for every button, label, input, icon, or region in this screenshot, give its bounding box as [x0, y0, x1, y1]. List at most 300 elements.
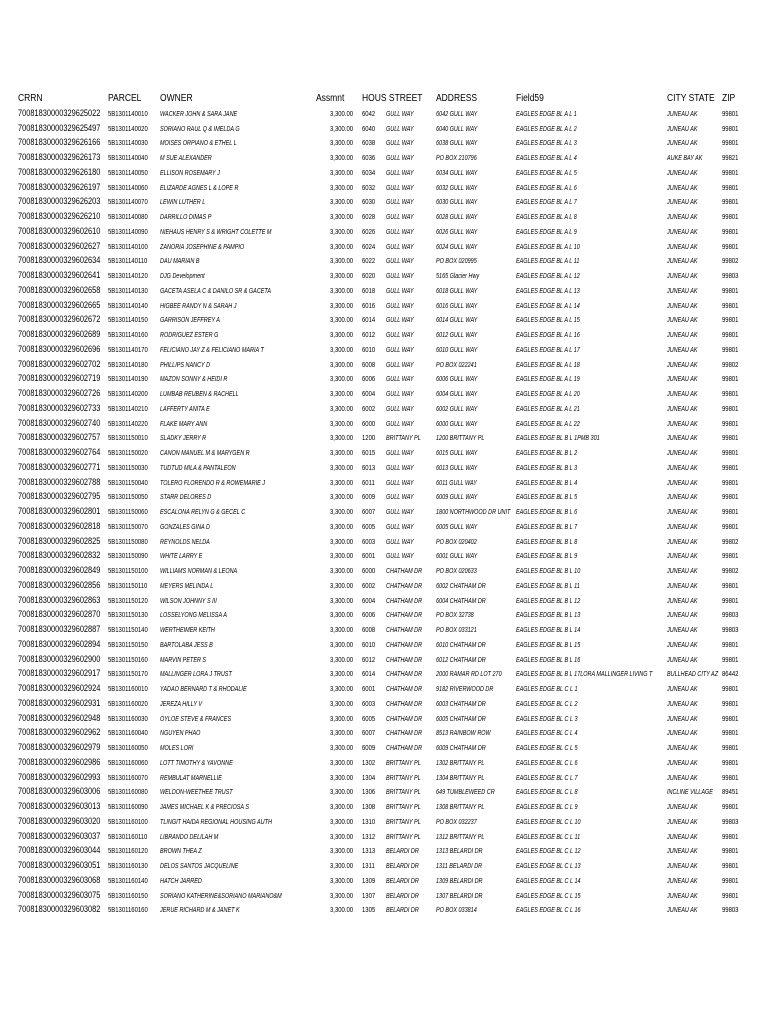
cell-zip: 99801: [722, 477, 739, 487]
cell-street: GULL WAY: [386, 344, 414, 354]
cell-street: GULL WAY: [386, 551, 414, 561]
cell-zip: 99801: [722, 743, 739, 752]
cell-field59: EAGLES EDGE BL C L 2: [516, 698, 578, 708]
table-row: [0, 653, 770, 668]
cell-address: 6001 GULL WAY: [436, 551, 478, 561]
table-row: [0, 299, 770, 314]
cell-owner: M SUE ALEXANDER: [160, 153, 212, 162]
cell-field59: EAGLES EDGE BL A L 9: [516, 226, 577, 236]
cell-owner: MAZON SONNY & HEIDI R: [160, 374, 228, 384]
cell-assmt: 3,300.00: [330, 890, 354, 900]
cell-city-state: JUNEAU AK: [667, 182, 698, 192]
cell-assmt: 3,300.00: [330, 389, 354, 398]
cell-zip: 99801: [722, 138, 739, 148]
cell-address: 1313 BELARDI DR: [436, 846, 483, 856]
cell-city-state: JUNEAU AK: [667, 389, 698, 398]
cell-owner: HIGBEE RANDY N & SARAH J: [160, 300, 237, 310]
cell-assmt: 3,300.00: [330, 831, 354, 841]
cell-crrn: 70081830000329626180: [18, 166, 101, 178]
cell-city-state: JUNEAU AK: [667, 698, 698, 708]
cell-crrn: 70081830000329602924: [18, 683, 101, 694]
cell-zip: 99801: [722, 890, 739, 900]
cell-street: GULL WAY: [386, 418, 414, 428]
cell-crrn: 70081830000329602986: [18, 756, 101, 768]
cell-crrn: 70081830000329602948: [18, 712, 101, 724]
cell-parcel: 5B1301160110: [108, 831, 148, 841]
cell-owner: WELDON-WEETHEE TRUST: [160, 787, 233, 797]
cell-city-state: JUNEAU AK: [667, 315, 698, 325]
cell-address: 1311 BELARDI DR: [436, 861, 483, 870]
cell-street: BRITTANY PL: [386, 772, 421, 782]
cell-zip: 99801: [722, 123, 739, 133]
cell-city-state: JUNEAU AK: [667, 654, 698, 664]
cell-zip: 99801: [722, 507, 739, 516]
cell-field59: EAGLES EDGE BL C L 15: [516, 890, 581, 900]
cell-assmt: 3,300.00: [330, 212, 354, 221]
cell-address: 6011 GULL WAY: [436, 477, 477, 487]
cell-assmt: 3,300.00: [330, 226, 354, 236]
cell-owner: MEYERS MELINDA L: [160, 580, 214, 590]
cell-address: 1302 BRITTANY PL: [436, 757, 485, 767]
cell-parcel: 5B1301150090: [108, 551, 148, 561]
cell-zip: 99801: [722, 300, 739, 310]
cell-zip: 99801: [722, 374, 739, 384]
cell-address: 9182 RIVERWOOD DR: [436, 684, 494, 693]
cell-zip: 99801: [722, 728, 739, 738]
cell-street: CHATHAM DR: [386, 728, 423, 738]
cell-zip: 99801: [722, 315, 739, 325]
cell-street: CHATHAM DR: [386, 639, 423, 649]
cell-hous: 6001: [362, 684, 376, 693]
cell-address: 6005 GULL WAY: [436, 521, 478, 531]
cell-crrn: 70081830000329602634: [18, 255, 101, 267]
cell-city-state: JUNEAU AK: [667, 802, 698, 811]
cell-city-state: JUNEAU AK: [667, 713, 698, 723]
cell-address: 5165 Glacier Hwy: [436, 271, 480, 280]
cell-field59: EAGLES EDGE BL C L 12: [516, 846, 581, 856]
cell-assmt: 3,300.00: [330, 241, 354, 251]
cell-address: 6028 GULL WAY: [436, 212, 478, 221]
cell-address: 6042 GULL WAY: [436, 108, 478, 118]
cell-city-state: JUNEAU AK: [667, 374, 698, 384]
cell-parcel: 5B1301150170: [108, 669, 148, 679]
cell-crrn: 70081830000329602863: [18, 594, 101, 606]
cell-field59: EAGLES EDGE BL A L 20: [516, 389, 580, 398]
cell-address: 6004 CHATHAM DR: [436, 595, 486, 605]
cell-parcel: 5B1301140020: [108, 123, 148, 133]
cell-field59: EAGLES EDGE BL A L 5: [516, 167, 577, 177]
cell-address: PO BOX 210796: [436, 153, 477, 162]
cell-crrn: 70081830000329602740: [18, 417, 101, 429]
cell-owner: JAMES MICHAEL K & PRECIOSA S: [160, 802, 250, 811]
header-assmt: Assmnt: [316, 93, 345, 104]
header-owner: OWNER: [160, 93, 193, 104]
cell-owner: MOISES ORPIANO & ETHEL L: [160, 138, 237, 148]
table-row: [0, 667, 770, 682]
cell-assmt: 3,300.00: [330, 846, 354, 856]
cell-parcel: 5B1301150070: [108, 521, 148, 531]
table-row: [0, 697, 770, 712]
cell-field59: EAGLES EDGE BL B L 6: [516, 507, 578, 516]
table-row: [0, 328, 770, 343]
cell-city-state: INCLINE VILLAGE: [667, 787, 713, 797]
cell-street: CHATHAM DR: [386, 654, 423, 664]
cell-parcel: 5B1301160090: [108, 802, 148, 811]
cell-assmt: 3,300.00: [330, 861, 354, 870]
cell-zip: 99801: [722, 418, 739, 428]
cell-street: GULL WAY: [386, 256, 414, 266]
cell-street: GULL WAY: [386, 271, 414, 280]
cell-field59: EAGLES EDGE BL A L 22: [516, 418, 580, 428]
cell-hous: 6020: [362, 271, 376, 280]
cell-field59: EAGLES EDGE BL A L 11: [516, 256, 580, 266]
cell-assmt: 3,300.00: [330, 654, 354, 664]
cell-field59: EAGLES EDGE BL A L 7: [516, 197, 577, 207]
cell-street: GULL WAY: [386, 536, 414, 546]
cell-zip: 99801: [722, 757, 739, 767]
cell-city-state: JUNEAU AK: [667, 890, 698, 900]
cell-assmt: 3,300.00: [330, 153, 354, 162]
cell-street: BRITTANY PL: [386, 802, 421, 811]
cell-address: 649 TUMBLEWEED CR: [436, 787, 495, 797]
cell-parcel: 5B1301150050: [108, 492, 148, 502]
cell-hous: 6005: [362, 521, 376, 531]
cell-crrn: 70081830000329602641: [18, 270, 101, 281]
cell-address: 6032 GULL WAY: [436, 182, 478, 192]
cell-assmt: 3,300.00: [330, 108, 354, 118]
cell-zip: 99801: [722, 713, 739, 723]
cell-address: PO BOX 033121: [436, 625, 477, 634]
cell-owner: HATCH JARRED: [160, 875, 202, 885]
cell-assmt: 3,300.00: [330, 477, 354, 487]
cell-address: 6015 GULL WAY: [436, 448, 478, 457]
cell-address: 6030 GULL WAY: [436, 197, 478, 207]
cell-owner: LIBRANDO DELILAH M: [160, 831, 219, 841]
cell-city-state: JUNEAU AK: [667, 477, 698, 487]
cell-city-state: JUNEAU AK: [667, 846, 698, 856]
cell-zip: 99801: [722, 182, 739, 192]
cell-assmt: 3,300.00: [330, 448, 354, 457]
cell-owner: WERTHEIMER KEITH: [160, 625, 215, 634]
cell-city-state: JUNEAU AK: [667, 241, 698, 251]
cell-hous: 1309: [362, 875, 376, 885]
cell-field59: EAGLES EDGE BL A L 21: [516, 403, 580, 413]
cell-crrn: 70081830000329603075: [18, 889, 101, 901]
cell-street: CHATHAM DR: [386, 566, 423, 575]
cell-owner: FELICIANO JAY Z & FELICIANO MARIA T: [160, 344, 264, 354]
cell-city-state: JUNEAU AK: [667, 212, 698, 221]
cell-address: PO BOX 032237: [436, 816, 477, 826]
cell-zip: 99801: [722, 212, 739, 221]
cell-parcel: 5B1301140030: [108, 138, 148, 148]
cell-street: GULL WAY: [386, 448, 414, 457]
cell-assmt: 3,300.00: [330, 256, 354, 266]
cell-crrn: 70081830000329603068: [18, 874, 101, 886]
cell-owner: DAU MARIAN B: [160, 256, 200, 266]
cell-address: 8513 RAINBOW ROW: [436, 728, 491, 738]
cell-parcel: 5B1301160010: [108, 684, 148, 693]
cell-assmt: 3,300.00: [330, 285, 354, 295]
cell-city-state: JUNEAU AK: [667, 197, 698, 207]
cell-field59: EAGLES EDGE BL B L 5: [516, 492, 578, 502]
cell-address: 6000 GULL WAY: [436, 418, 478, 428]
cell-zip: 99801: [722, 802, 739, 811]
cell-crrn: 70081830000329602801: [18, 506, 101, 517]
cell-hous: 6009: [362, 492, 376, 502]
cell-owner: OYLOE STEVE & FRANCES: [160, 713, 232, 723]
cell-hous: 6012: [362, 330, 376, 339]
cell-hous: 6004: [362, 595, 376, 605]
cell-owner: LAFFERTY ANITA E: [160, 403, 210, 413]
cell-hous: 6014: [362, 315, 376, 325]
cell-zip: 99801: [722, 861, 739, 870]
cell-owner: FLAKE MARY ANN: [160, 418, 208, 428]
table-row: [0, 682, 770, 697]
cell-owner: DJG Development: [160, 271, 205, 280]
cell-crrn: 70081830000329602849: [18, 565, 101, 576]
table-row: [0, 151, 770, 166]
cell-city-state: JUNEAU AK: [667, 551, 698, 561]
cell-parcel: 5B1301140120: [108, 271, 148, 280]
cell-crrn: 70081830000329602856: [18, 579, 101, 591]
table-row: [0, 284, 770, 299]
table-row: [0, 830, 770, 845]
cell-zip: 99802: [722, 359, 739, 369]
cell-zip: 99801: [722, 226, 739, 236]
cell-field59: EAGLES EDGE BL B L 17LORA MALLINGER LIVING T: [516, 669, 653, 679]
cell-parcel: 5B1301140040: [108, 153, 148, 162]
cell-zip: 99803: [722, 610, 739, 620]
cell-street: GULL WAY: [386, 389, 414, 398]
cell-city-state: JUNEAU AK: [667, 566, 698, 575]
header-parcel: PARCEL: [108, 93, 142, 104]
cell-field59: EAGLES EDGE BL C L 10: [516, 816, 581, 826]
table-row: [0, 549, 770, 564]
cell-zip: 99801: [722, 108, 739, 118]
cell-city-state: JUNEAU AK: [667, 861, 698, 870]
cell-crrn: 70081830000329602672: [18, 314, 101, 326]
cell-zip: 99801: [722, 831, 739, 841]
cell-address: 6040 GULL WAY: [436, 123, 478, 133]
cell-parcel: 5B1301150100: [108, 566, 148, 575]
cell-city-state: JUNEAU AK: [667, 448, 698, 457]
cell-owner: ZANORIA JOSEPHINE & PAMPIO: [160, 241, 245, 251]
table-row: [0, 195, 770, 210]
cell-street: GULL WAY: [386, 108, 414, 118]
cell-city-state: JUNEAU AK: [667, 403, 698, 413]
table-row: [0, 136, 770, 151]
cell-address: PO BOX 022241: [436, 359, 477, 369]
cell-crrn: 70081830000329603044: [18, 845, 101, 857]
cell-address: 6010 CHATHAM DR: [436, 639, 486, 649]
cell-crrn: 70081830000329602900: [18, 653, 101, 665]
cell-owner: LEWIN LUTHER L: [160, 197, 206, 207]
cell-hous: 6038: [362, 138, 376, 148]
cell-hous: 6006: [362, 374, 376, 384]
cell-parcel: 5B1301160030: [108, 713, 148, 723]
cell-street: GULL WAY: [386, 197, 414, 207]
cell-hous: 1305: [362, 905, 376, 915]
table-row: [0, 844, 770, 859]
header-zip: ZIP: [722, 93, 736, 104]
cell-zip: 99801: [722, 551, 739, 561]
cell-owner: NGUYEN PHAO: [160, 728, 201, 738]
cell-city-state: JUNEAU AK: [667, 595, 698, 605]
cell-owner: JERUE RICHARD M & JANET K: [160, 905, 240, 915]
cell-hous: 1306: [362, 787, 376, 797]
cell-zip: 99801: [722, 684, 739, 693]
cell-assmt: 3,300.00: [330, 182, 354, 192]
cell-zip: 99801: [722, 403, 739, 413]
cell-assmt: 3,300.00: [330, 300, 354, 310]
cell-crrn: 70081830000329602870: [18, 609, 101, 621]
table-row: [0, 358, 770, 373]
cell-zip: 99801: [722, 462, 739, 472]
cell-street: CHATHAM DR: [386, 625, 423, 634]
cell-city-state: JUNEAU AK: [667, 167, 698, 177]
cell-crrn: 70081830000329602795: [18, 491, 101, 503]
cell-field59: EAGLES EDGE BL B L 16: [516, 654, 581, 664]
cell-field59: EAGLES EDGE BL A L 13: [516, 285, 580, 295]
table-row: [0, 122, 770, 137]
cell-parcel: 5B1301160050: [108, 743, 148, 752]
cell-street: GULL WAY: [386, 138, 414, 148]
cell-assmt: 3,300.00: [330, 403, 354, 413]
cell-assmt: 3,300.00: [330, 639, 354, 649]
cell-parcel: 5B1301140170: [108, 344, 148, 354]
cell-crrn: 70081830000329626210: [18, 211, 101, 222]
cell-street: GULL WAY: [386, 374, 414, 384]
cell-field59: EAGLES EDGE BL A L 6: [516, 182, 577, 192]
cell-assmt: 3,300.00: [330, 713, 354, 723]
cell-crrn: 70081830000329603051: [18, 860, 101, 871]
cell-zip: 99801: [722, 344, 739, 354]
cell-field59: EAGLES EDGE BL B L 3: [516, 462, 578, 472]
cell-owner: STARR DELORES D: [160, 492, 212, 502]
cell-owner: ELLISON ROSEMARY J: [160, 167, 220, 177]
table-row: [0, 535, 770, 550]
table-body: [0, 107, 770, 918]
cell-hous: 6003: [362, 536, 376, 546]
cell-street: BELARDI DR: [386, 905, 419, 915]
cell-owner: MALLINGER LORA J TRUST: [160, 669, 232, 679]
cell-hous: 6028: [362, 212, 376, 221]
cell-parcel: 5B1301150020: [108, 448, 148, 457]
cell-address: PO BOX 033814: [436, 905, 477, 915]
cell-field59: EAGLES EDGE BL A L 2: [516, 123, 577, 133]
cell-hous: 6000: [362, 418, 376, 428]
cell-address: 1307 BELARDI DR: [436, 890, 483, 900]
table-row: [0, 107, 770, 122]
cell-address: 6009 CHATHAM DR: [436, 743, 486, 752]
cell-city-state: JUNEAU AK: [667, 256, 698, 266]
header-city-state: CITY STATE: [667, 93, 715, 104]
cell-street: CHATHAM DR: [386, 580, 423, 590]
property-list-sheet: [0, 92, 770, 918]
cell-owner: LUMBAB REUBEN & RACHELL: [160, 389, 239, 398]
table-row: [0, 417, 770, 432]
cell-crrn: 70081830000329602825: [18, 535, 101, 547]
table-row: [0, 815, 770, 830]
header-row: [0, 92, 770, 107]
table-row: [0, 608, 770, 623]
cell-field59: EAGLES EDGE BL C L 5: [516, 743, 578, 752]
cell-street: BRITTANY PL: [386, 757, 421, 767]
table-row: [0, 431, 770, 446]
cell-assmt: 3,300.00: [330, 905, 354, 915]
cell-crrn: 70081830000329602979: [18, 742, 101, 753]
cell-field59: EAGLES EDGE BL A L 8: [516, 212, 577, 221]
header-hous-street: HOUS STREET: [362, 93, 423, 104]
cell-assmt: 3,300.00: [330, 875, 354, 885]
cell-street: GULL WAY: [386, 315, 414, 325]
cell-parcel: 5B1301140110: [108, 256, 148, 266]
cell-parcel: 5B1301150130: [108, 610, 148, 620]
cell-parcel: 5B1301140050: [108, 167, 148, 177]
cell-address: 1800 NORTHWOOD DR UNIT: [436, 507, 511, 516]
table-row: [0, 771, 770, 786]
table-row: [0, 520, 770, 535]
cell-zip: 99801: [722, 654, 739, 664]
cell-city-state: JUNEAU AK: [667, 285, 698, 295]
cell-parcel: 5B1301160080: [108, 787, 148, 797]
cell-crrn: 70081830000329625497: [18, 122, 101, 134]
cell-owner: YADAO BERNARD T & RHODALIE: [160, 684, 247, 693]
cell-crrn: 70081830000329602917: [18, 668, 101, 680]
cell-owner: CANON MANUEL M & MARYGEN R: [160, 448, 250, 457]
cell-street: CHATHAM DR: [386, 743, 423, 752]
cell-zip: 99803: [722, 625, 739, 634]
cell-city-state: JUNEAU AK: [667, 831, 698, 841]
cell-assmt: 3,300.00: [330, 669, 354, 679]
cell-owner: JEREZA HILLY V: [160, 698, 203, 708]
cell-hous: 1311: [362, 861, 375, 870]
table-row: [0, 903, 770, 918]
cell-city-state: JUNEAU AK: [667, 536, 698, 546]
cell-zip: 99801: [722, 580, 739, 590]
cell-field59: EAGLES EDGE BL A L 12: [516, 271, 580, 280]
cell-address: 6012 GULL WAY: [436, 330, 478, 339]
header-field59: Field59: [516, 93, 544, 104]
cell-street: BRITTANY PL: [386, 831, 421, 841]
cell-parcel: 5B1301140200: [108, 389, 148, 398]
cell-zip: 99801: [722, 521, 739, 531]
cell-assmt: 3,300.00: [330, 197, 354, 207]
cell-city-state: JUNEAU AK: [667, 625, 698, 634]
cell-city-state: JUNEAU AK: [667, 757, 698, 767]
cell-hous: 6007: [362, 728, 376, 738]
cell-crrn: 70081830000329626197: [18, 181, 101, 193]
cell-parcel: 5B1301140140: [108, 300, 148, 310]
cell-street: CHATHAM DR: [386, 698, 423, 708]
cell-owner: SORIANO KATHERINE&SORIANO MARIANO&M: [160, 890, 282, 900]
cell-assmt: 3,300.00: [330, 330, 354, 339]
cell-parcel: 5B1301160160: [108, 905, 148, 915]
cell-crrn: 70081830000329602689: [18, 329, 101, 340]
cell-hous: 6007: [362, 507, 376, 516]
cell-owner: SORIANO RAUL Q & IMELDA G: [160, 123, 240, 133]
cell-owner: MOLES LORI: [160, 743, 194, 752]
table-row: [0, 225, 770, 240]
cell-zip: 99801: [722, 492, 739, 502]
cell-field59: EAGLES EDGE BL B L 1PMB 301: [516, 433, 600, 443]
cell-assmt: 3,300.00: [330, 521, 354, 531]
cell-zip: 86442: [722, 669, 739, 679]
cell-parcel: 5B1301160140: [108, 875, 148, 885]
cell-field59: EAGLES EDGE BL A L 3: [516, 138, 577, 148]
table-row: [0, 564, 770, 579]
cell-owner: TOLERO FLORENDO R & ROWEMARIE J: [160, 477, 266, 487]
